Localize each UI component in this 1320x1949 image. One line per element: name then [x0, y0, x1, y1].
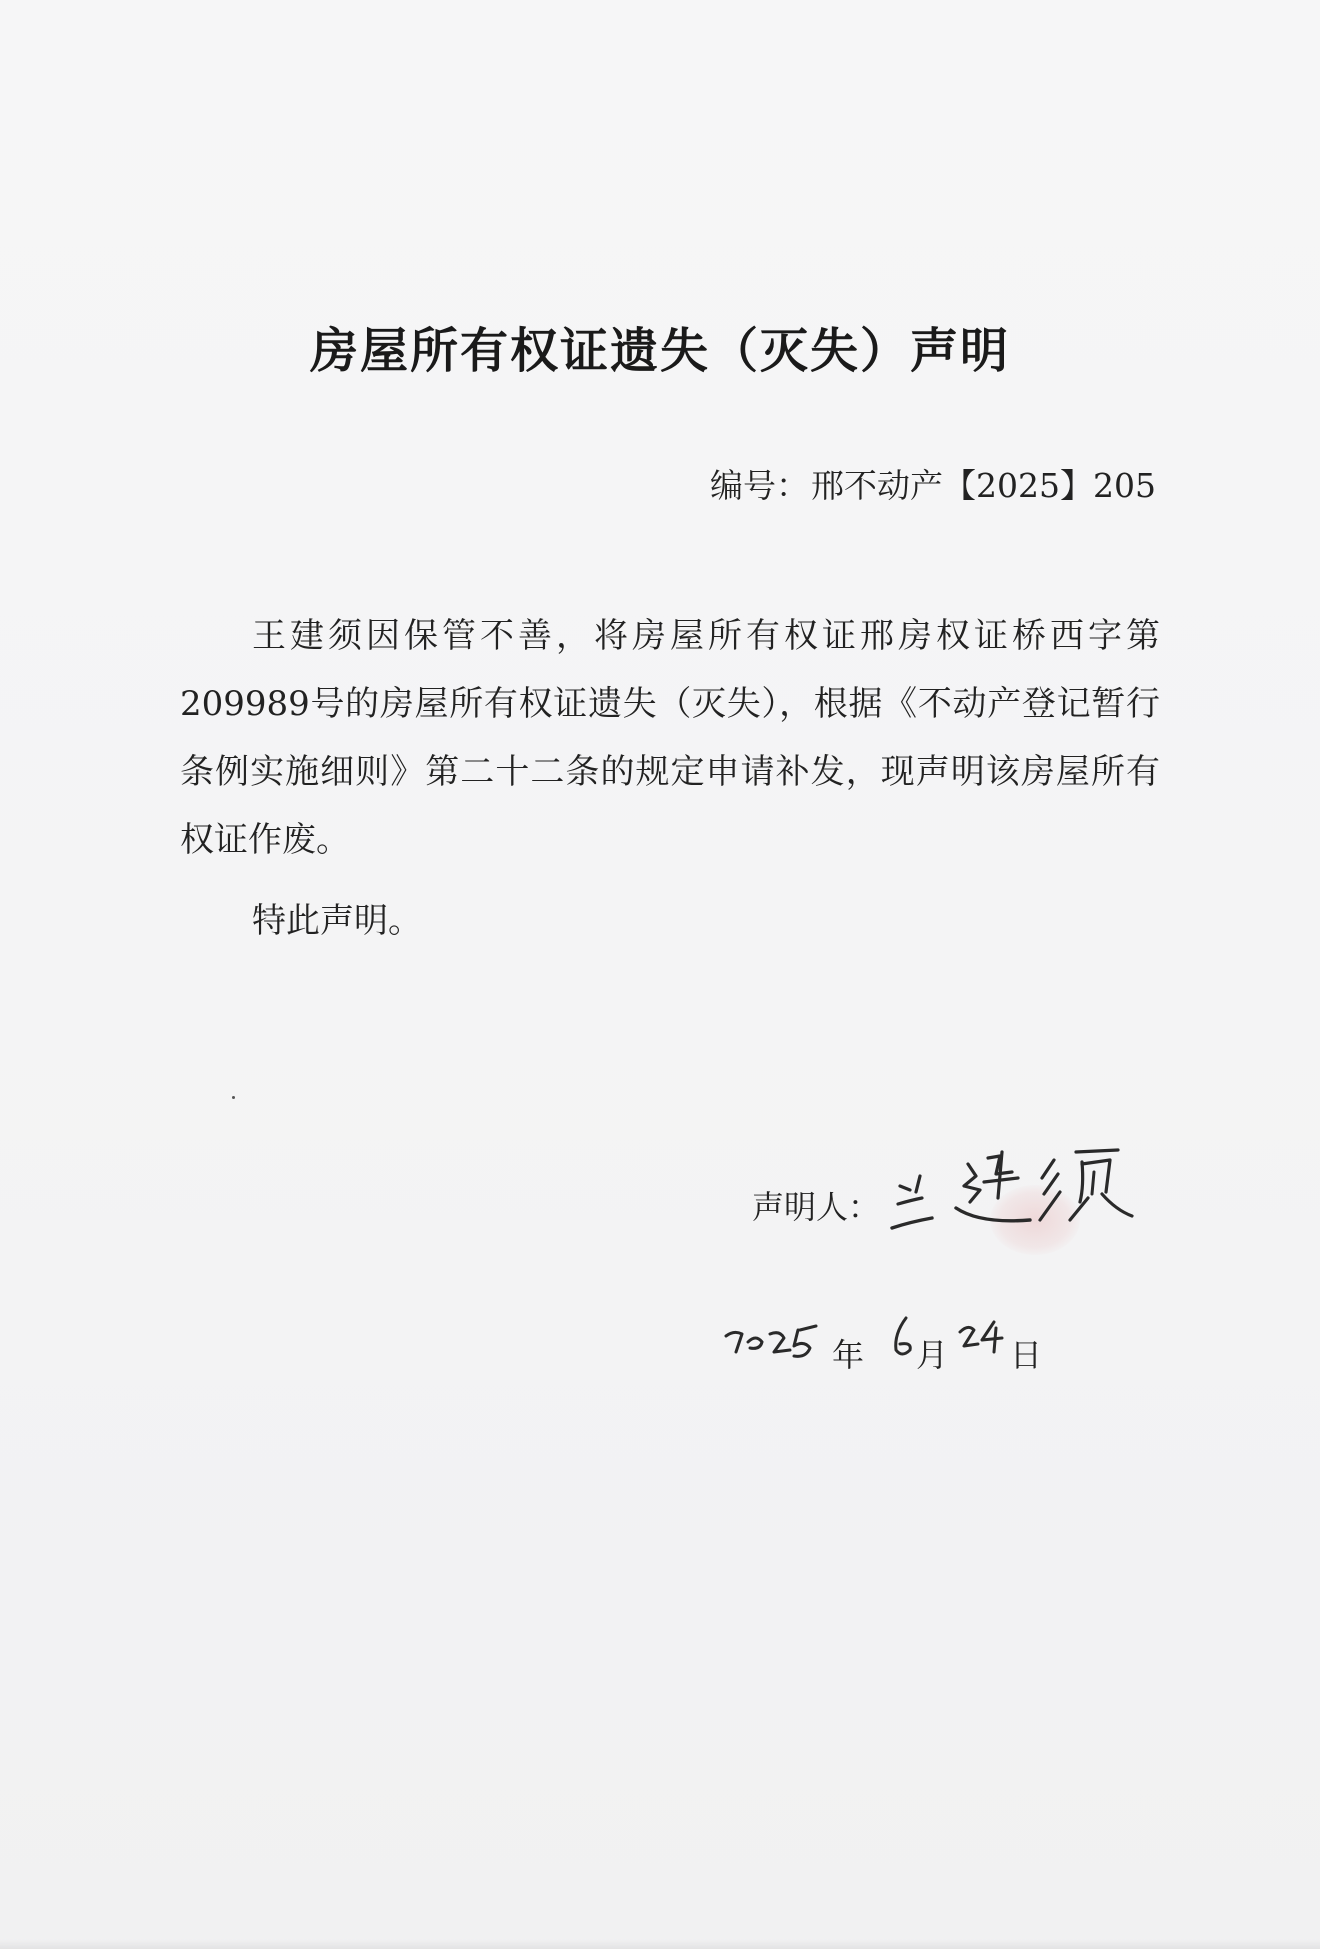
document-title: 房屋所有权证遗失（灭失）声明: [309, 323, 1010, 379]
document-number-label: 编号：: [710, 466, 810, 505]
document-number: [710, 460, 1156, 507]
paper-speck: [232, 1096, 235, 1099]
declarant-label: 声明人：: [752, 1188, 881, 1226]
month-unit: 月: [916, 1336, 949, 1374]
handwritten-signature: [880, 1128, 1140, 1258]
signing-date: [720, 1312, 1060, 1382]
document-number-value: 邢不动产【2025】205: [811, 466, 1156, 505]
year-unit: 年: [832, 1336, 865, 1374]
closing-remark: 特此声明。: [252, 901, 422, 941]
scan-edge-shadow: [0, 1939, 1320, 1949]
day-unit: 日: [1010, 1336, 1043, 1374]
statement-paragraph: 王建须因保管不善，将房屋所有权证邢房权证桥西字第209989号的房屋所有权证遗失（灭失），根据《不动产登记暂行条例实施细则》第二十二条的规定申请补发，现声明该房屋所有权证作废。: [180, 616, 1160, 860]
handwritten-year: [720, 1312, 835, 1372]
